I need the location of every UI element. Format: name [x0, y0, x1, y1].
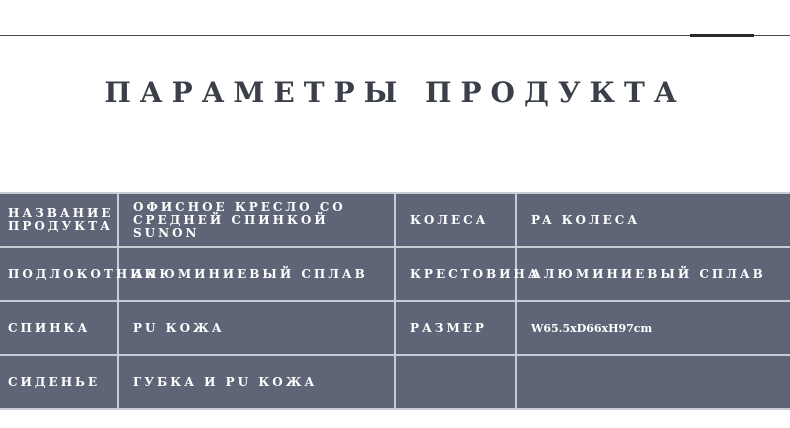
spec-label-seat: СИДЕНЬЕ: [0, 355, 118, 409]
table-row: [0, 193, 790, 247]
spec-label-empty: [395, 355, 516, 409]
spec-value-wheels: PA КОЛЕСА: [516, 193, 790, 247]
spec-value-backrest: PU КОЖА: [118, 301, 395, 355]
table-row: [0, 301, 790, 355]
spec-label-base: КРЕСТОВИНА: [395, 247, 516, 301]
spec-value-armrest: АЛЮМИНИЕВЫЙ СПЛАВ: [118, 247, 395, 301]
spec-value-size: W65.5xD66xH97cm: [516, 301, 790, 355]
spec-label-wheels: КОЛЕСА: [395, 193, 516, 247]
spec-label-armrest: ПОДЛОКОТНИК: [0, 247, 118, 301]
spec-label-product-name: НАЗВАНИЕ ПРОДУКТА: [0, 193, 118, 247]
table-row: [0, 355, 790, 409]
top-accent-bar: [690, 34, 754, 37]
top-divider: [0, 35, 790, 36]
spec-value-seat: ГУБКА И PU КОЖА: [118, 355, 395, 409]
spec-label-size: РАЗМЕР: [395, 301, 516, 355]
spec-value-base: АЛЮМИНИЕВЫЙ СПЛАВ: [516, 247, 790, 301]
spec-value-product-name: ОФИСНОЕ КРЕСЛО СО СРЕДНЕЙ СПИНКОЙ SUNON: [118, 193, 395, 247]
page-title: ПАРАМЕТРЫ ПРОДУКТА: [104, 76, 686, 109]
product-spec-table: [0, 192, 790, 410]
spec-label-backrest: СПИНКА: [0, 301, 118, 355]
spec-value-empty: [516, 355, 790, 409]
table-row: [0, 247, 790, 301]
